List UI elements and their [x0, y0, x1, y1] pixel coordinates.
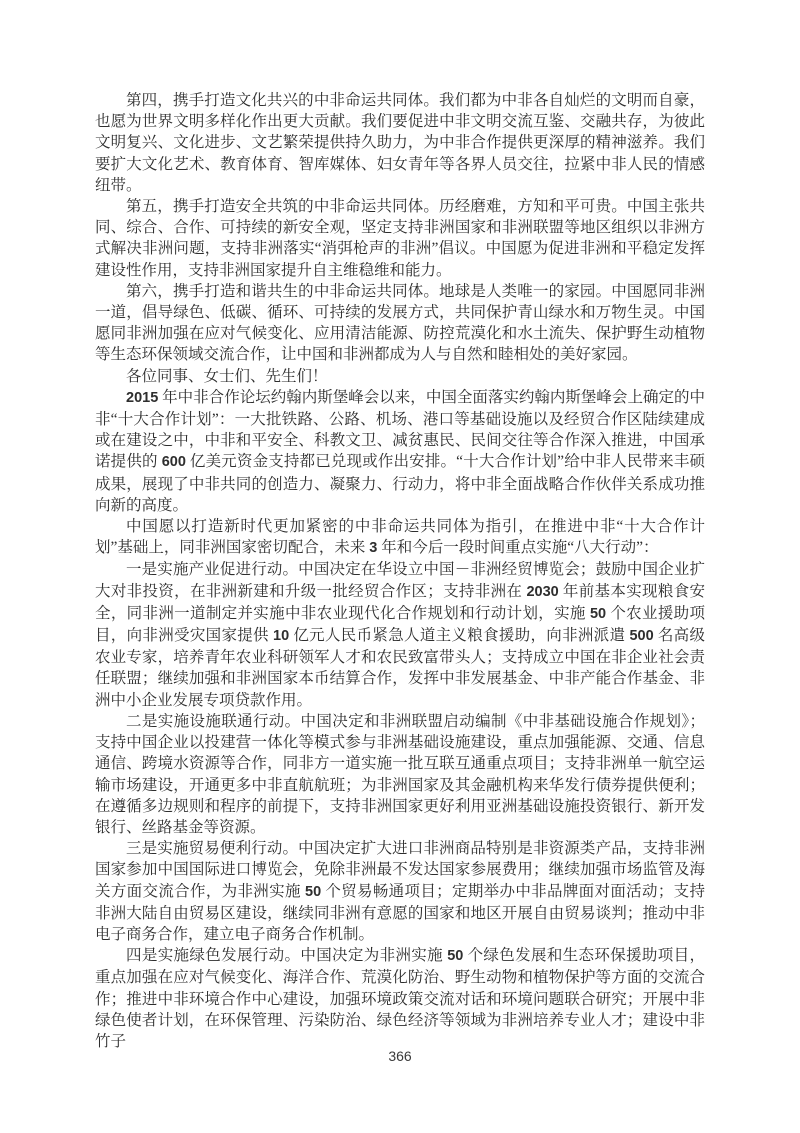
numeral: 2030 [526, 583, 559, 600]
numeral: 50 [589, 605, 607, 622]
paragraph: 2015 年中非合作论坛约翰内斯堡峰会以来，中国全面落实约翰内斯堡峰会上确定的中非“十大合作计划”：一大批铁路、公路、机场、港口等基础设施以及经贸合作区陆续建成或在建设之中，中非和平安全、科教文卫、减贫惠民、民间交往等合作深入推进，中国承诺提供的 600 亿美元资金支持都已兑现或作出安排。“十大合作计划”给中非人民带来丰硕成果，展现了中非共同的创造力、凝聚力、行动力，将中非全面战略合作伙伴关系成功推向新的高度。 [95, 388, 705, 514]
paragraph: 第四，携手打造文化共兴的中非命运共同体。我们都为中非各自灿烂的文明而自豪，也愿为世界文明多样化作出更大贡献。我们要促进中非文明交流互鉴、交融共存，为彼此文明复兴、文化进步、文艺繁荣提供持久助力，为中非合作提供更深厚的精神滋养。我们要扩大文化艺术、教育体育、智库媒体、妇女青年等各界人员交往，拉紧中非人民的情感纽带。 [95, 92, 705, 194]
paragraph: 第六，携手打造和谐共生的中非命运共同体。地球是人类唯一的家园。中国愿同非洲一道，倡导绿色、低碳、循环、可持续的发展方式，共同保护青山绿水和万物生灵。中国愿同非洲加强在应对气候变化、应用清洁能源、防控荒漠化和水土流失、保护野生动植物等生态环保领域交流合作，让中国和非洲都成为人与自然和睦相处的美好家园。 [95, 282, 705, 364]
paragraph: 三是实施贸易便利行动。中国决定扩大进口非洲商品特别是非资源类产品，支持非洲国家参加中国国际进口博览会，免除非洲最不发达国家参展费用；继续加强市场监管及海关方面交流合作，为非洲实施 50 个贸易畅通项目；定期举办中非品牌面对面活动；支持非洲大陆自由贸易区建设，继续同非洲有意愿的国家和地区开展自由贸易谈判；推动中非电子商务合作，建立电子商务合作机制。 [95, 840, 705, 943]
paragraph: 二是实施设施联通行动。中国决定和非洲联盟启动编制《中非基础设施合作规划》；支持中国企业以投建营一体化等模式参与非洲基础设施建设，重点加强能源、交通、信息通信、跨境水资源等合作，同非方一道实施一批互联互通重点项目；支持非洲单一航空运输市场建设，开通更多中非直航航班；为非洲国家及其金融机构来华发行债券提供便利；在遵循多边规则和程序的前提下，支持非洲国家更好利用亚洲基础设施投资银行、新开发银行、丝路基金等资源。 [95, 712, 705, 836]
numeral: 500 [629, 628, 654, 645]
numeral: 2015 [126, 389, 159, 406]
paragraph: 一是实施产业促进行动。中国决定在华设立中国－非洲经贸博览会；鼓励中国企业扩大对非投资，在非洲新建和升级一批经贸合作区；支持非洲在 2030 年前基本实现粮食安全，同非洲一道制定并实施中非农业现代化合作规划和行动计划，实施 50 个农业援助项目，向非洲受灾国家提供 10 亿元人民币紧急人道主义粮食援助，向非洲派遣 500 名高级农业专家，培养青年农业科研领军人才和农民致富带头人；支持成立中国在非企业社会责任联盟；继续加强和非洲国家本币结算合作，发挥中非发展基金、中非产能合作基金、非洲中小企业发展专项贷款作用。 [95, 561, 705, 709]
paragraph: 四是实施绿色发展行动。中国决定为非洲实施 50 个绿色发展和生态环保援助项目，重点加强在应对气候变化、海洋合作、荒漠化防治、野生动物和植物保护等方面的交流合作；推进中非环境合作中心建设，加强环境政策交流对话和环境问题联合研究；开展中非绿色使者计划，在环保管理、污染防治、绿色经济等领域为非洲培养专业人才；建设中非竹子 [95, 947, 705, 1050]
document-body [95, 90, 705, 1052]
numeral: 600 [161, 454, 186, 471]
page-number: 366 [388, 1048, 412, 1064]
numeral: 50 [447, 948, 464, 965]
numeral: 50 [305, 883, 322, 900]
paragraph: 中国愿以打造新时代更加紧密的中非命运共同体为指引，在推进中非“十大合作计划”基础上，同非洲国家密切配合，未来 3 年和今后一段时间重点实施“八大行动”： [95, 518, 705, 557]
paragraph: 第五，携手打造安全共筑的中非命运共同体。历经磨难，方知和平可贵。中国主张共同、综合、合作、可持续的新安全观，坚定支持非洲国家和非洲联盟等地区组织以非洲方式解决非洲问题，支持非洲落实“消弭枪声的非洲”倡议。中国愿为促进非洲和平稳定发挥建设性作用，支持非洲国家提升自主维稳维和能力。 [95, 198, 705, 279]
paragraph: 各位同事、女士们、先生们！ [126, 367, 328, 385]
numeral: 3 [369, 540, 378, 557]
numeral: 10 [273, 628, 290, 645]
